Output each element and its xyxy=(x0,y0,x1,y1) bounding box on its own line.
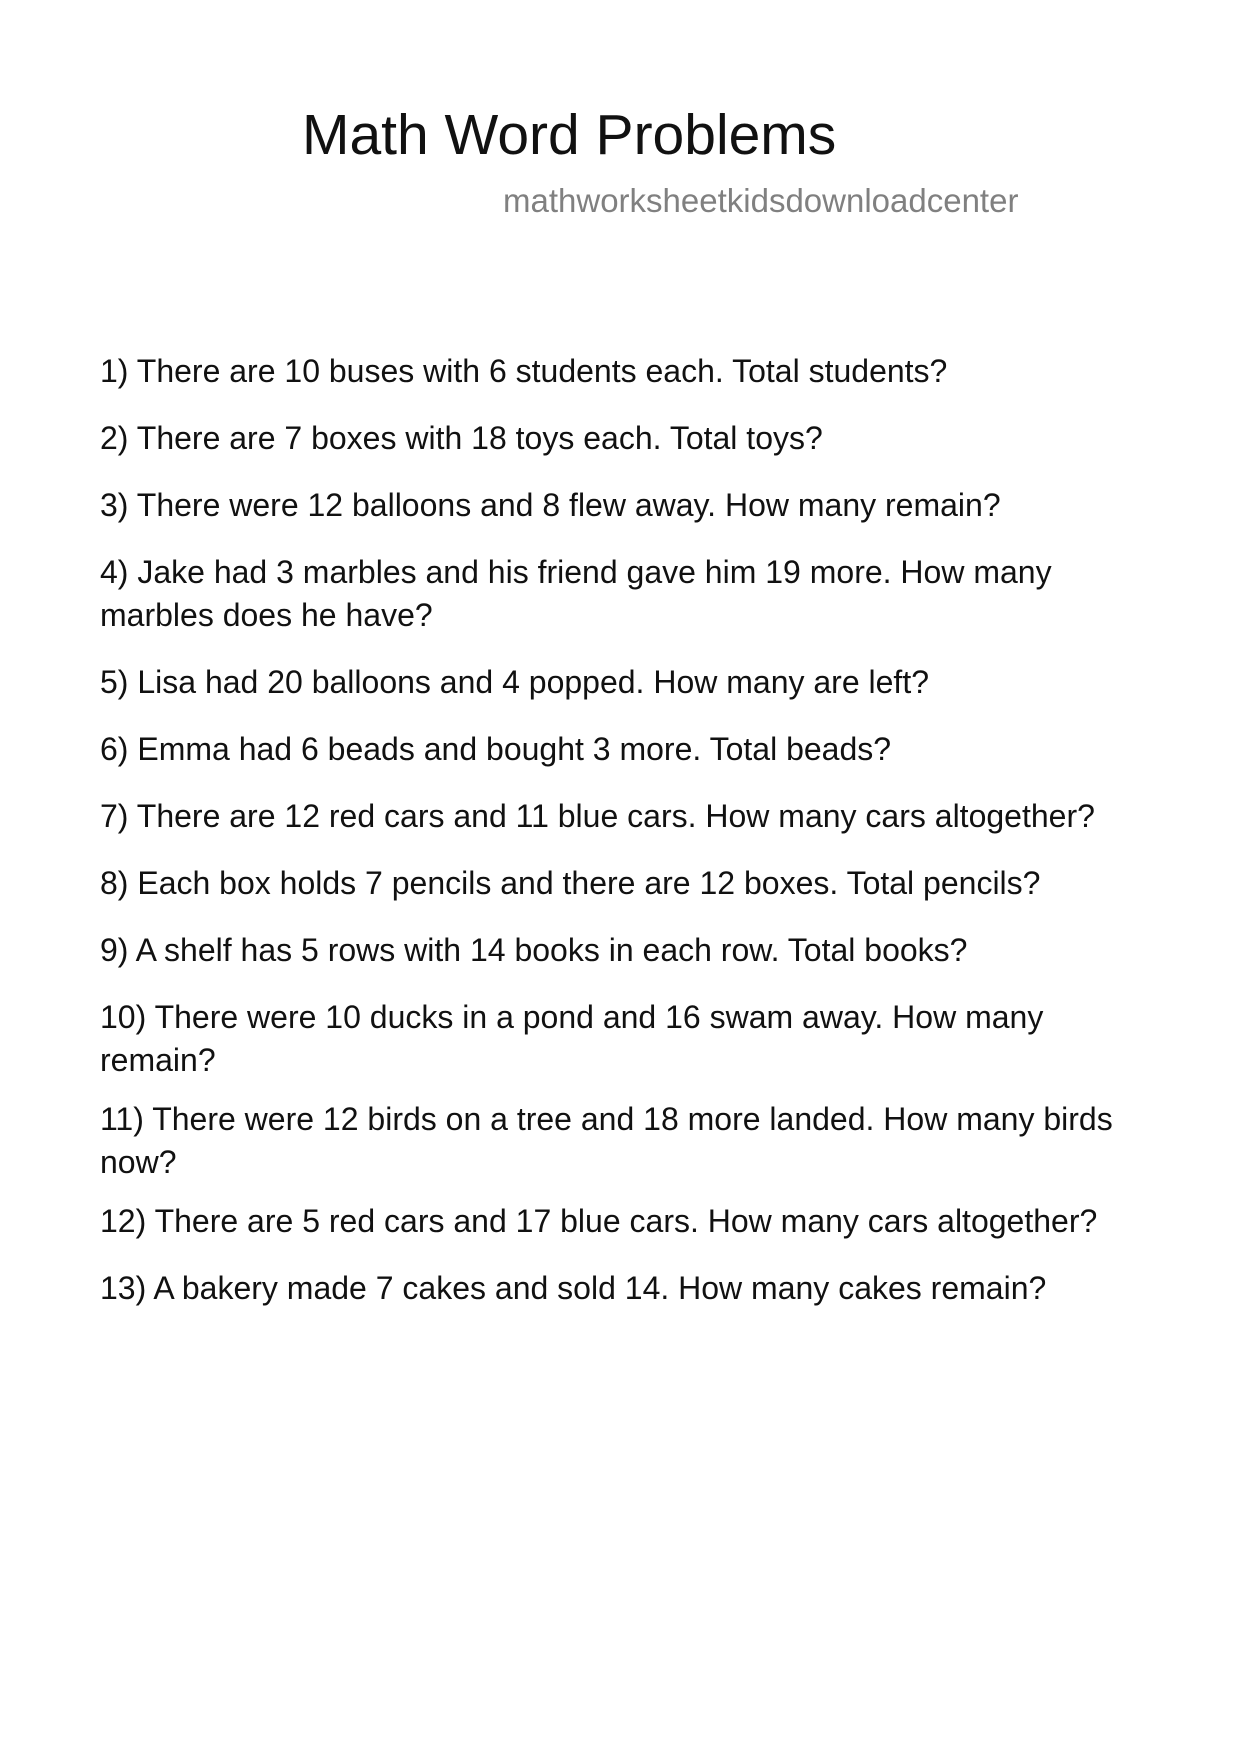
problem-list xyxy=(100,350,1160,1334)
problem-9: 9) A shelf has 5 rows with 14 books in each row. Total books? xyxy=(100,932,968,968)
problem-11: 11) There were 12 birds on a tree and 18 more landed. How many birds now? xyxy=(100,1101,1113,1180)
page-subtitle: mathworksheetkidsdownloadcenter xyxy=(503,182,1019,219)
problem-10: 10) There were 10 ducks in a pond and 16 swam away. How many remain? xyxy=(100,999,1044,1078)
problem-2: 2) There are 7 boxes with 18 toys each. Total toys? xyxy=(100,420,823,456)
problem-7: 7) There are 12 red cars and 11 blue cars. How many cars altogether? xyxy=(100,798,1095,834)
problem-6: 6) Emma had 6 beads and bought 3 more. Total beads? xyxy=(100,731,892,767)
problem-4: 4) Jake had 3 marbles and his friend gave him 19 more. How many marbles does he have? xyxy=(100,554,1052,633)
problem-8: 8) Each box holds 7 pencils and there are 12 boxes. Total pencils? xyxy=(100,865,1041,901)
problem-13: 13) A bakery made 7 cakes and sold 14. How many cakes remain? xyxy=(100,1270,1047,1306)
page-title: Math Word Problems xyxy=(302,103,837,167)
problem-12: 12) There are 5 red cars and 17 blue cars. How many cars altogether? xyxy=(100,1203,1098,1239)
problem-1: 1) There are 10 buses with 6 students each. Total students? xyxy=(100,353,948,389)
problem-3: 3) There were 12 balloons and 8 flew away. How many remain? xyxy=(100,487,1001,523)
problem-5: 5) Lisa had 20 balloons and 4 popped. How many are left? xyxy=(100,664,929,700)
